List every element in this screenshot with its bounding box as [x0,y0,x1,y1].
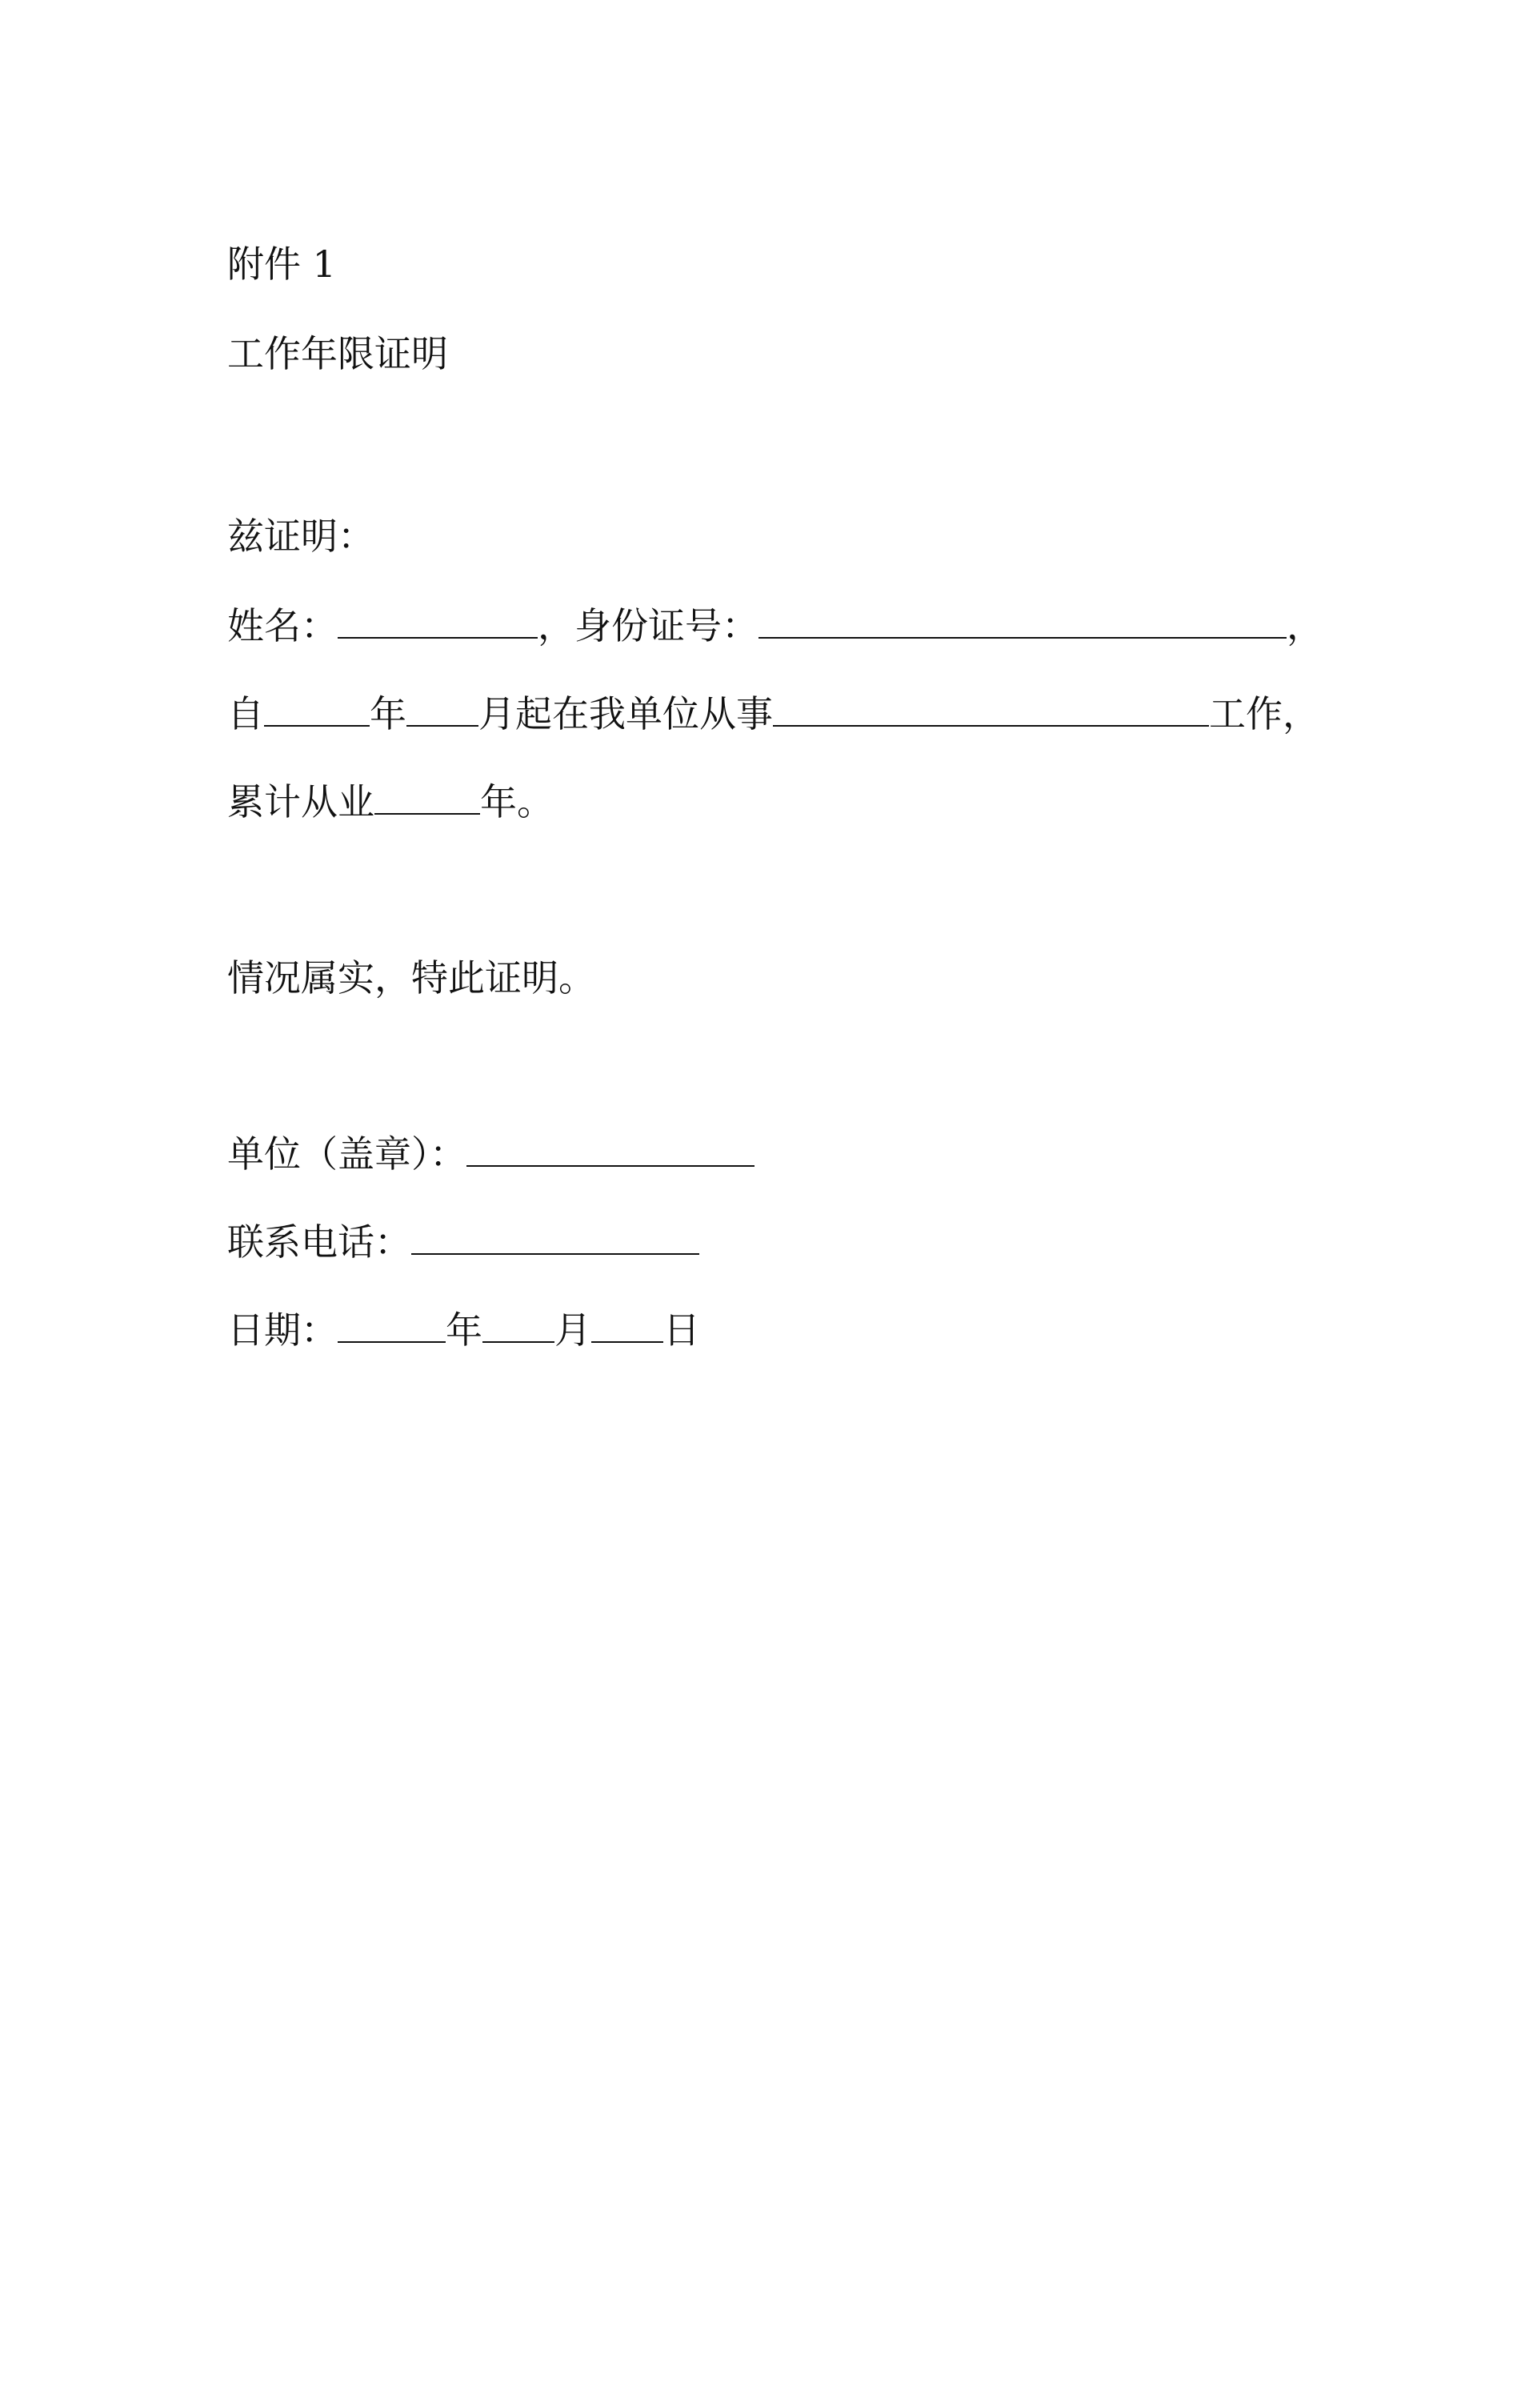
date-year-label: 年 [446,1308,482,1352]
phone-line [227,1218,699,1266]
attachment-label [227,240,336,288]
from-label: 自 [227,692,264,735]
date-day-label: 日 [663,1308,700,1352]
intro-text: 兹证明： [227,515,374,558]
date-month-blank[interactable] [482,1306,554,1343]
name-label: 姓名： [227,604,338,647]
total-years-line [227,778,554,826]
total-years-suffix: 年。 [480,780,554,823]
date-year-blank[interactable] [338,1306,446,1343]
unit-seal-label: 单位（盖章）： [227,1132,466,1176]
name-line-comma: ， [1287,604,1323,647]
id-number-label: ，身份证号： [538,604,758,647]
total-years-blank[interactable] [374,778,480,815]
total-years-label: 累计从业 [227,780,374,823]
start-month-blank[interactable] [406,690,478,727]
phone-label: 联系电话： [227,1220,411,1264]
statement-text: 情况属实，特此证明。 [227,956,595,1000]
attachment-label-text: 附件 1 [227,242,336,286]
unit-seal-blank[interactable] [466,1130,754,1167]
unit-seal-line [227,1130,754,1178]
id-number-blank[interactable] [758,602,1287,639]
date-label: 日期： [227,1308,338,1352]
phone-blank[interactable] [411,1218,699,1255]
document-title [227,330,448,378]
year-label: 年 [370,692,406,735]
work-type-blank[interactable] [773,690,1209,727]
date-line [227,1306,700,1354]
date-month-label: 月 [554,1308,591,1352]
name-id-line [227,602,1323,650]
work-period-line [227,690,1319,738]
month-engaged-label: 月起在我单位从事 [478,692,773,735]
intro-line [227,512,374,560]
work-label: 工作， [1209,692,1319,735]
date-day-blank[interactable] [591,1306,663,1343]
start-year-blank[interactable] [264,690,370,727]
statement-line [227,954,595,1002]
document-title-text: 工作年限证明 [227,332,448,375]
name-blank[interactable] [338,602,538,639]
